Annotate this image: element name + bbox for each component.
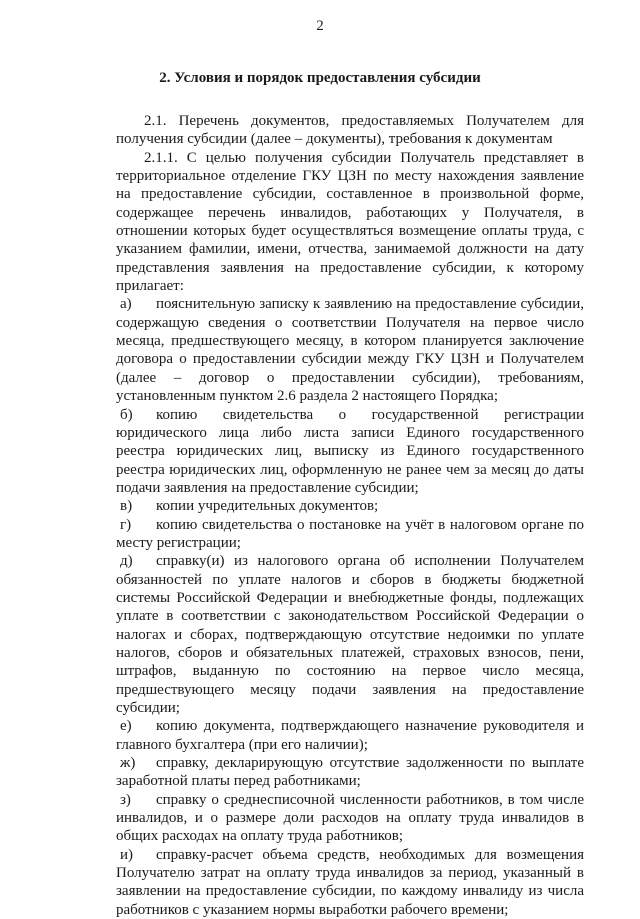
- list-item: [116, 406, 584, 498]
- list-item: [116, 846, 584, 919]
- document-body: [116, 112, 584, 919]
- list-item-text: справку, декларирующую отсутствие задолженности по выплате заработной платы перед работниками;: [116, 755, 584, 790]
- list-item-text: копию свидетельства о государственной регистрации юридического лица либо листа записи Единого государственного реестра юридических лиц, выписку из Единого государственного реестра юридических лиц, оформленную не ранее чем за месяц до даты подачи заявления на предоставление субсидии;: [116, 406, 584, 496]
- list-item: [116, 552, 584, 717]
- paragraph-2-1: 2.1. Перечень документов, предоставляемых Получателем для получения субсидии (далее – документы), требования к документам: [116, 113, 584, 148]
- list-item-marker: з): [120, 791, 131, 808]
- list-item-text: копии учредительных документов;: [156, 498, 379, 515]
- list-item-marker: б): [120, 406, 133, 423]
- list-item-text: копию свидетельства о постановке на учёт в налоговом органе по месту регистрации;: [116, 516, 584, 551]
- list-item-marker: е): [120, 718, 132, 735]
- list-item-marker: а): [120, 296, 132, 313]
- section-title: 2. Условия и порядок предоставления субсидии: [159, 70, 481, 86]
- list-item-marker: и): [120, 846, 134, 863]
- list-item-marker: г): [120, 516, 132, 533]
- list-item-marker: д): [120, 553, 133, 570]
- list-item-marker: в): [120, 498, 133, 515]
- list-item: [116, 295, 584, 405]
- page-number: 2: [316, 18, 324, 34]
- list-item: [116, 717, 584, 754]
- list-item-text: справку-расчет объема средств, необходимых для возмещения Получателю затрат на оплату труда инвалидов за период, указанный в заявлении на предоставление субсидии, по каждому инвалиду из числа работников с указанием нормы выработки рабочего времени;: [116, 846, 584, 918]
- list-item: [116, 497, 584, 515]
- paragraph-2-1-1: 2.1.1. С целью получения субсидии Получатель представляет в территориальное отделение ГКУ ЦЗН по месту нахождения заявление на предоставление субсидии, составленное в произвольной форме, содержащее перечень инвалидов, работающих у Получателя, в отношении которых будет осуществляться возмещение оплаты труда, с указанием фамилии, имени, отчества, занимаемой должности на дату представления заявления на предоставление субсидии, к которому прилагает:: [116, 149, 584, 295]
- list-item: [116, 754, 584, 791]
- list-item-marker: ж): [120, 755, 136, 772]
- list-item: [116, 791, 584, 846]
- list-item-text: справку о среднесписочной численности работников, в том числе инвалидов, и о размере доли расходов на оплату труда инвалидов в общих расходах на оплату труда работников;: [116, 791, 584, 845]
- list-item-text: копию документа, подтверждающего назначение руководителя и главного бухгалтера (при его наличии);: [116, 718, 584, 753]
- list-item: [116, 516, 584, 553]
- list-item-text: пояснительную записку к заявлению на предоставление субсидии, содержащую сведения о соответствии Получателя на первое число месяца, предшествующего месяцу, в котором планируется заключение договора о предоставлении субсидии между ГКУ ЦЗН и Получателем (далее – договор о предоставлении субсидии), требованиям, установленным пунктом 2.6 раздела 2 настоящего Порядка;: [116, 296, 584, 405]
- list-item-text: справку(и) из налогового органа об исполнении Получателем обязанностей по уплате налогов и сборов в бюджеты бюджетной системы Российской Федерации и внебюджетные фонды, подлежащих уплате в соответствии с законодательством Российской Федерации о налогах и сборах, подтверждающую отсутствие недоимки по уплате налогов, сборов и обязательных платежей, страховых взносов, пени, штрафов, выданную по состоянию на первое число месяца, предшествующего месяцу подачи заявления на предоставление субсидии;: [116, 553, 584, 716]
